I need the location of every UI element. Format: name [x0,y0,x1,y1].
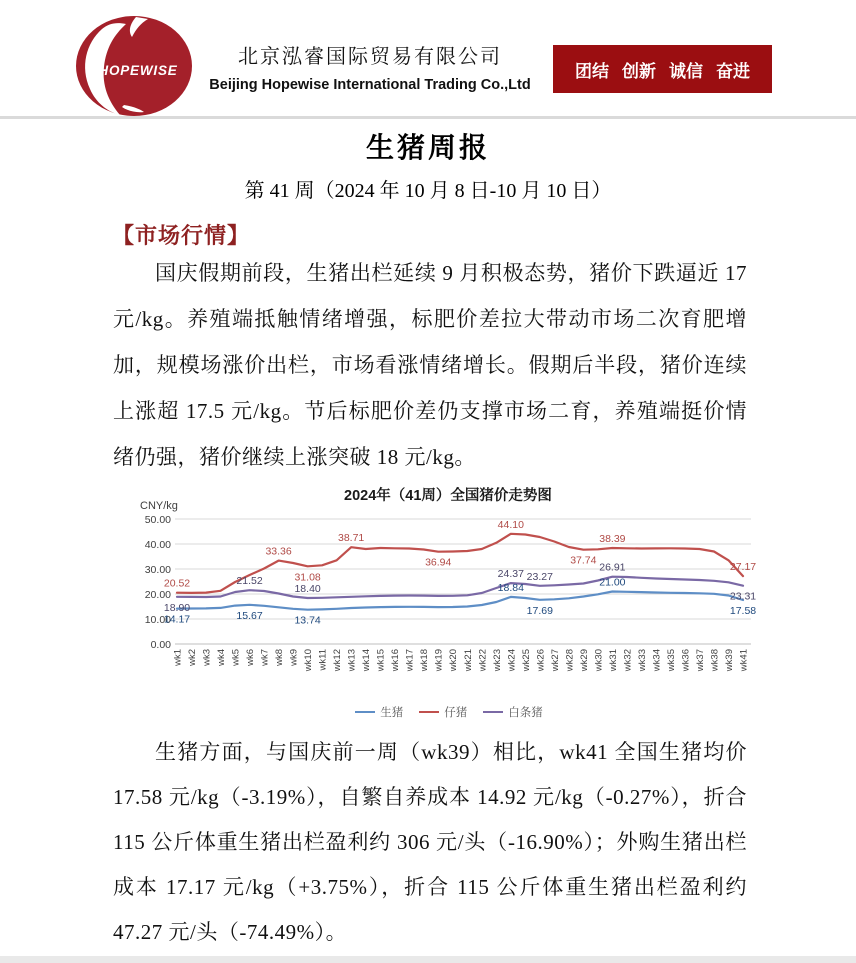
svg-text:wk33: wk33 [636,649,648,672]
market-paragraph-2: 生猪方面，与国庆前一周（wk39）相比，wk41 全国生猪均价 17.58 元/kg（-3.19%），自繁自养成本 14.92 元/kg（-0.27%），折合 115 公斤体重生猪出栏盈利约 306 元/头（-16.90%）；外购生猪出栏成本 17.17 元/kg（+3.75%），折合 115 公斤体重生猪出栏盈利约 47.27 元/头（-74.49%）。 [113,740,747,944]
company-name-cn: 北京泓睿国际贸易有限公司 [238,46,502,68]
svg-text:wk37: wk37 [694,649,706,672]
svg-text:23.31: 23.31 [729,590,757,603]
legend-item-3 [483,704,543,720]
svg-text:wk20: wk20 [448,649,460,672]
slogan-item-1: 团结 [575,61,609,81]
svg-text:wk16: wk16 [390,649,402,672]
report-subtitle: 第 41 周（2024 年 10 月 8 日-10 月 10 日） [244,180,612,202]
svg-text:13.74: 13.74 [294,614,321,627]
svg-text:wk1: wk1 [172,649,184,666]
svg-text:38.39: 38.39 [599,533,626,546]
svg-text:0.00: 0.00 [150,639,171,651]
svg-text:wk31: wk31 [607,649,619,672]
svg-text:33.36: 33.36 [265,545,292,558]
svg-text:wk10: wk10 [303,649,315,672]
legend-item-2 [419,704,467,720]
svg-text:14.17: 14.17 [163,613,191,626]
slogan-item-2: 创新 [622,61,656,81]
svg-text:wk18: wk18 [419,649,431,672]
svg-text:18.90: 18.90 [163,601,191,614]
svg-text:21.00: 21.00 [599,576,626,589]
company-name-block [198,40,542,93]
svg-text:wk15: wk15 [375,649,387,672]
legend-swatch [419,711,439,713]
company-name-en: Beijing Hopewise International Trading Co.,Ltd [209,77,531,93]
svg-text:wk13: wk13 [346,649,358,672]
svg-text:wk25: wk25 [520,649,532,672]
svg-text:wk35: wk35 [665,649,677,672]
slogan-item-3: 诚信 [669,61,703,81]
svg-text:37.74: 37.74 [570,554,597,567]
svg-text:wk17: wk17 [404,649,416,672]
svg-text:wk38: wk38 [709,649,721,672]
svg-text:20.52: 20.52 [163,577,191,590]
legend-item-1 [355,704,403,720]
svg-text:36.94: 36.94 [425,556,452,569]
svg-text:24.37: 24.37 [497,568,524,581]
svg-text:wk34: wk34 [651,649,663,672]
svg-text:50.00: 50.00 [144,514,171,526]
svg-text:10.00: 10.00 [144,614,171,626]
svg-text:wk29: wk29 [578,649,590,672]
price-trend-chart-svg [137,482,761,694]
price-trend-chart [137,482,761,728]
chart-legend [137,704,761,720]
legend-swatch [483,711,503,713]
svg-text:wk6: wk6 [245,649,257,666]
svg-text:27.17: 27.17 [729,561,757,574]
svg-text:CNY/kg: CNY/kg [140,500,178,512]
hopewise-logo-graphic [72,13,194,117]
slogan-item-4: 奋进 [716,61,750,81]
svg-text:wk5: wk5 [230,649,242,666]
svg-text:wk14: wk14 [361,649,373,672]
svg-text:wk24: wk24 [506,649,518,672]
svg-text:18.84: 18.84 [497,581,524,594]
svg-text:wk2: wk2 [187,649,199,666]
footer-strip [0,956,856,963]
svg-text:wk22: wk22 [477,649,489,672]
svg-text:21.52: 21.52 [236,575,263,588]
header-divider [0,116,856,119]
svg-text:38.71: 38.71 [338,532,365,545]
svg-text:wk11: wk11 [317,649,329,671]
svg-text:17.69: 17.69 [526,604,553,617]
svg-text:wk3: wk3 [201,649,213,666]
svg-text:2024年（41周）全国猪价走势图: 2024年（41周）全国猪价走势图 [344,488,552,504]
logo-text: HOPEWISE [98,63,178,78]
svg-text:wk21: wk21 [462,649,474,672]
svg-text:31.08: 31.08 [294,571,321,584]
svg-text:40.00: 40.00 [144,539,171,551]
svg-text:wk30: wk30 [593,649,605,672]
svg-text:wk8: wk8 [274,649,286,666]
legend-label: 仔猪 [444,707,468,719]
svg-text:wk28: wk28 [564,649,576,672]
report-title: 生猪周报 [365,133,490,164]
svg-text:18.40: 18.40 [294,583,321,595]
svg-text:44.10: 44.10 [497,518,524,531]
svg-text:wk26: wk26 [535,649,547,672]
svg-text:20.00: 20.00 [144,589,171,601]
market-paragraph-1: 国庆假期前段，生猪出栏延续 9 月积极态势，猪价下跌逼近 17 元/kg。养殖端抵触情绪增强，标肥价差拉大带动市场二次育肥增加，规模场涨价出栏，市场看涨情绪增长。假期后半段，猪价连续上涨超 17.5 元/kg。节后标肥价差仍支撑市场二育，养殖端挺价情绪仍强，猪价继续上涨突破 18 元/kg。 [113,261,747,469]
svg-text:wk7: wk7 [259,649,271,666]
svg-text:wk36: wk36 [680,649,692,672]
svg-text:wk39: wk39 [723,649,735,672]
legend-swatch [355,711,375,713]
hopewise-logo [72,13,194,117]
svg-text:wk12: wk12 [332,649,344,672]
svg-text:wk4: wk4 [216,649,228,666]
svg-text:wk32: wk32 [622,649,634,672]
svg-text:30.00: 30.00 [144,564,171,576]
svg-text:23.27: 23.27 [526,570,553,583]
svg-text:wk27: wk27 [549,649,561,672]
svg-text:wk23: wk23 [491,649,503,672]
svg-text:wk41: wk41 [738,649,750,672]
slogan-banner [553,45,772,93]
svg-text:wk9: wk9 [288,649,300,666]
legend-label: 生猪 [380,707,404,719]
legend-label: 白条猪 [508,707,543,719]
svg-text:wk19: wk19 [433,649,445,672]
svg-text:17.58: 17.58 [729,605,757,618]
section-heading: 【市场行情】 [112,223,251,248]
svg-text:15.67: 15.67 [236,609,263,622]
svg-text:26.91: 26.91 [599,561,626,574]
